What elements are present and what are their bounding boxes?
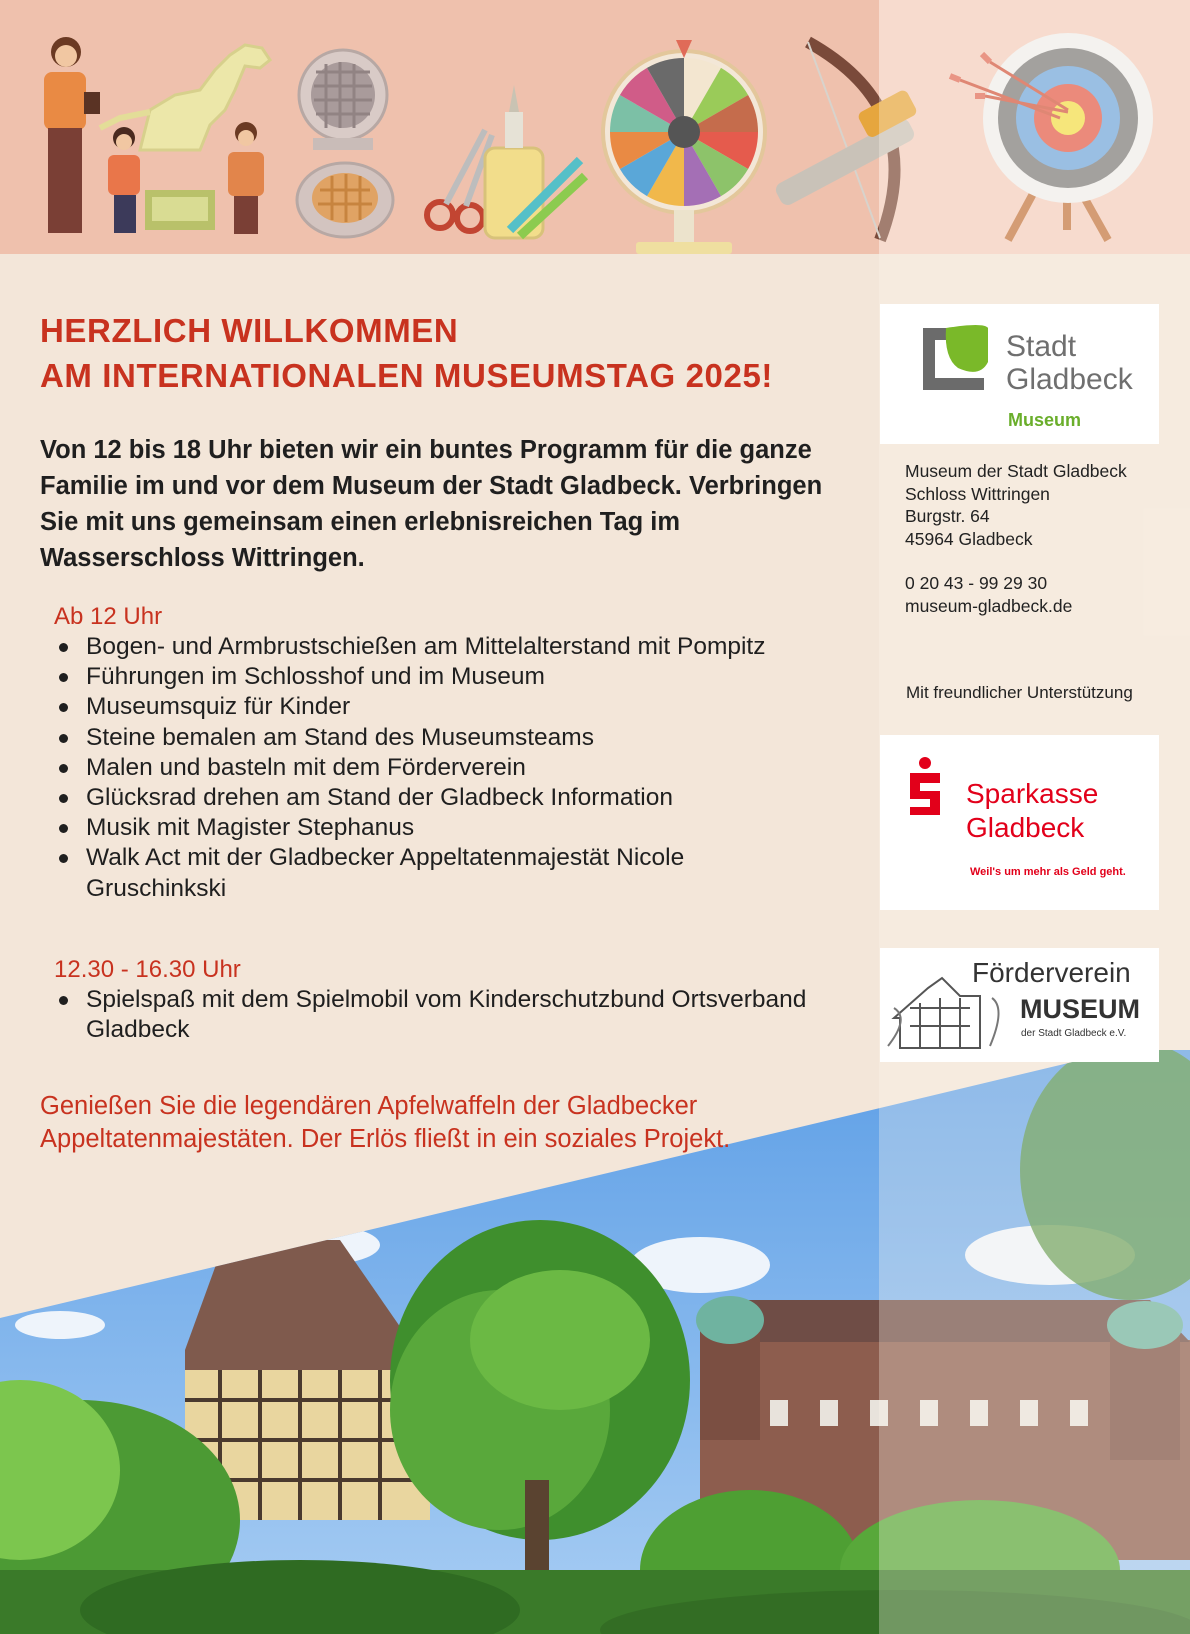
contact-address bbox=[905, 460, 1175, 617]
museum-street: Burgstr. 64 bbox=[905, 506, 990, 526]
waffle-iron-icon bbox=[297, 50, 393, 237]
list-item: Steine bemalen am Stand des Museumsteams bbox=[54, 723, 814, 753]
museum-name: Museum der Stadt Gladbeck bbox=[905, 461, 1127, 481]
foerderverein-line2: MUSEUM bbox=[1020, 994, 1140, 1024]
sparkasse-slogan: Weil's um mehr als Geld geht. bbox=[970, 866, 1126, 878]
time-label-afternoon: 12.30 - 16.30 Uhr bbox=[54, 956, 241, 983]
stadt-logo-line1: Stadt bbox=[1006, 330, 1077, 363]
sparkasse-line2: Gladbeck bbox=[966, 812, 1085, 843]
house-sketch-icon bbox=[888, 978, 999, 1048]
title-line-1: HERZLICH WILLKOMMEN bbox=[40, 312, 459, 349]
craft-supplies-icon bbox=[427, 85, 585, 238]
intro-paragraph: Von 12 bis 18 Uhr bieten wir ein buntes Programm für die ganze Familie im und vor dem Museum der Stadt Gladbeck. Verbringen Sie mit uns gemeinsam einen erlebnisreichen Tag im Wasserschloss Wittringen. bbox=[40, 436, 823, 572]
museum-city: 45964 Gladbeck bbox=[905, 528, 1033, 549]
page-title bbox=[40, 308, 860, 398]
title-line-2: AM INTERNATIONALEN MUSEUMSTAG 2025! bbox=[40, 357, 773, 394]
wheel-of-fortune-icon bbox=[603, 40, 765, 254]
program-list-noon bbox=[54, 632, 814, 904]
list-item: Glücksrad drehen am Stand der Gladbeck Information bbox=[54, 783, 814, 813]
stadt-gladbeck-emblem-icon bbox=[923, 325, 988, 390]
waffle-note: Genießen Sie die legendären Apfelwaffeln der Gladbecker Appeltatenmajestäten. Der Erlös fließt in ein soziales Projekt. bbox=[40, 1092, 731, 1153]
family-dinosaur-icon bbox=[44, 37, 270, 234]
support-label: Mit freundlicher Unterstützung bbox=[906, 683, 1133, 702]
stadt-logo-line2: Gladbeck bbox=[1006, 363, 1133, 396]
foerderverein-logo bbox=[880, 948, 1159, 1062]
stadt-gladbeck-logo bbox=[880, 304, 1159, 444]
foerderverein-line1: Förderverein bbox=[972, 957, 1131, 988]
museum-website[interactable]: museum-gladbeck.de bbox=[905, 595, 1073, 616]
list-item: Führungen im Schlosshof und im Museum bbox=[54, 662, 814, 692]
sparkasse-logo bbox=[880, 735, 1159, 910]
sparkasse-s-icon bbox=[910, 757, 940, 815]
list-item: Walk Act mit der Gladbecker Appeltatenmajestät Nicole Gruschinkski bbox=[54, 843, 814, 903]
list-item: Malen und basteln mit dem Förderverein bbox=[54, 753, 814, 783]
museum-phone[interactable]: 0 20 43 - 99 29 30 bbox=[905, 573, 1048, 593]
list-item: Spielspaß mit dem Spielmobil vom Kinderschutzbund Ortsverband Gladbeck bbox=[54, 985, 814, 1045]
illustration-banner bbox=[0, 0, 1190, 254]
list-item: Musik mit Magister Stephanus bbox=[54, 813, 814, 843]
list-item: Museumsquiz für Kinder bbox=[54, 692, 814, 722]
program-list-afternoon bbox=[54, 985, 814, 1045]
sparkasse-line1: Sparkasse bbox=[966, 778, 1099, 809]
foerderverein-line3: der Stadt Gladbeck e.V. bbox=[1021, 1028, 1127, 1039]
museum-building: Schloss Wittringen bbox=[905, 483, 1050, 504]
time-label-noon: Ab 12 Uhr bbox=[54, 603, 163, 630]
stadt-logo-sub: Museum bbox=[1008, 410, 1082, 430]
list-item: Bogen- und Armbrustschießen am Mittelalterstand mit Pompitz bbox=[54, 632, 814, 662]
